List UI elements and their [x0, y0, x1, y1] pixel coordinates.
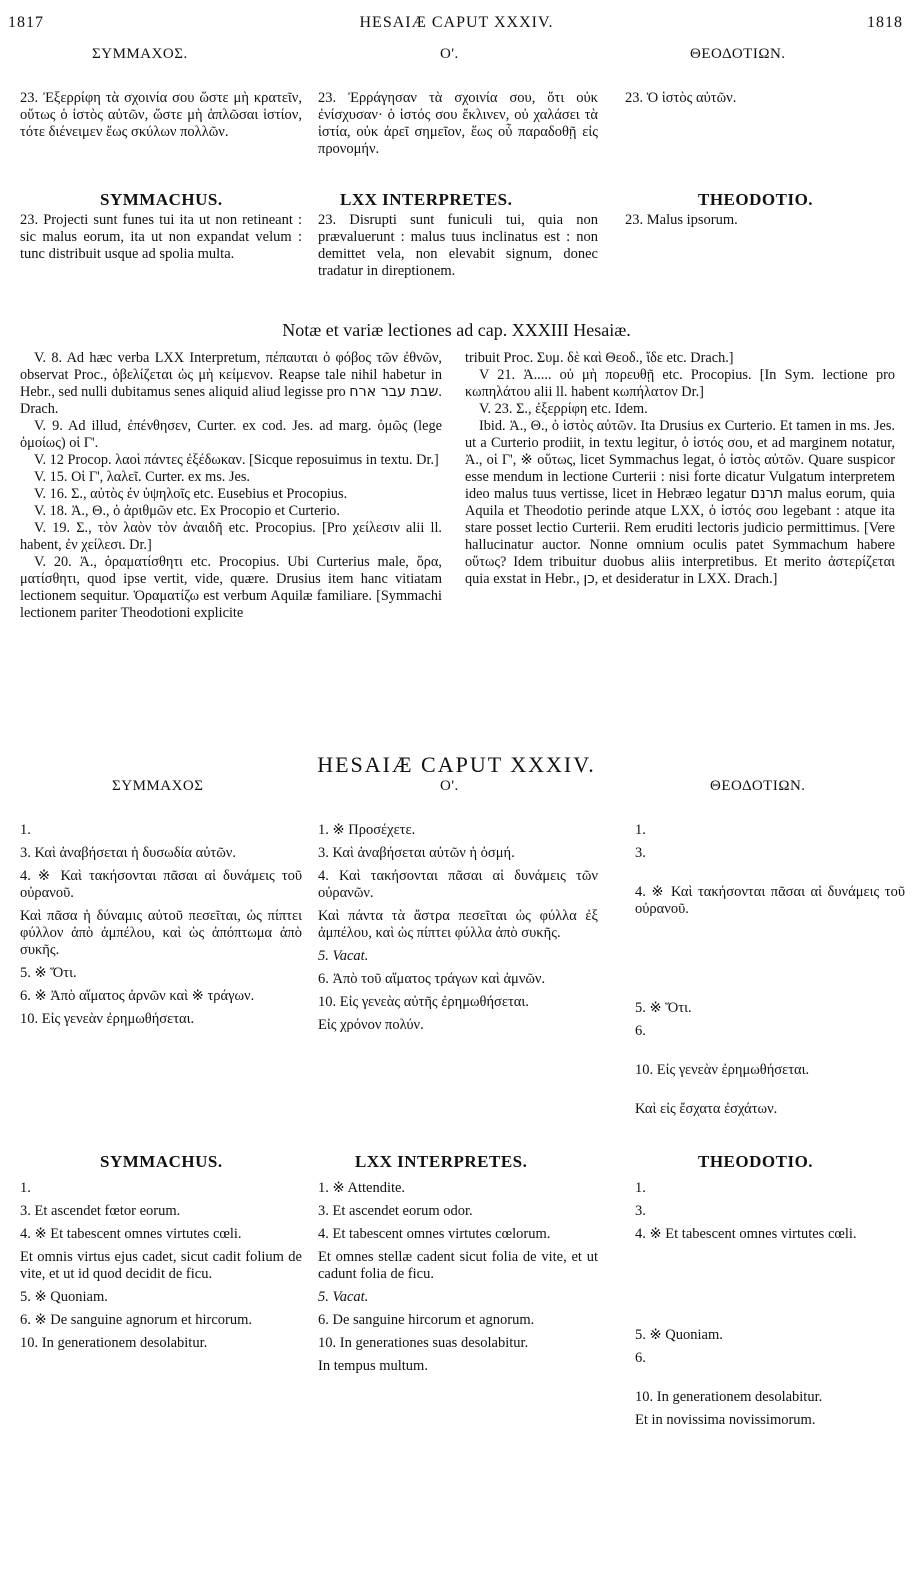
note-v15: V. 15. Οἱ Γ', λαλεῖ. Curter. ex ms. Jes.: [34, 469, 250, 485]
page-number-right: 1818: [867, 14, 903, 31]
verse: Καὶ εἰς ἔσχατα ἐσχάτων.: [635, 1101, 778, 1117]
verse: 5. ※ Ὅτι.: [635, 1000, 692, 1016]
verse: Καὶ πάντα τὰ ἄστρα πεσεῖται ὡς φύλλα ἐξ ἀμπέλου, καὶ ὡς πίπτει φύλλα ἀπὸ συκῆς.: [318, 908, 598, 941]
note-v18: V. 18. Ἀ., Θ., ὁ ἀριθμῶν etc. Ex Procopio et Curterio.: [34, 503, 340, 519]
greek-lxx-column: [318, 822, 598, 1040]
verse: 3. Καὶ ἀναβήσεται ἡ δυσωδία αὐτῶν.: [20, 845, 236, 861]
verse: Et omnis virtus ejus cadet, sicut cadit folium de vite, et ut id quod decidit de ficu.: [20, 1249, 302, 1282]
latin-lxx-column: [318, 1180, 598, 1381]
verse: 5. ※ Ὅτι.: [20, 965, 77, 981]
lat-head-lxx-2: LXX INTERPRETES.: [355, 1152, 528, 1171]
latin-theodotion-v23: 23. Malus ipsorum.: [625, 212, 738, 228]
verse: 3.: [635, 1203, 646, 1219]
note-v19: V. 19. Σ., τὸν λαὸν τὸν ἀναιδῆ etc. Procopius. [Pro χείλεσιν alii ll. habent, ἐν χείλεσι. Dr.]: [20, 520, 442, 553]
latin-symmachus-v23: 23. Projecti sunt funes tui ita ut non retineant : sic malus eorum, ita ut non expandat velum : tunc distribuit usque ad spolia multa.: [20, 212, 302, 262]
verse: 4. Et tabescent omnes virtutes cœlorum.: [318, 1226, 551, 1242]
note-v23: V. 23. Σ., ἐξερρίφη etc. Idem.: [479, 401, 648, 417]
verse: 6. ※ De sanguine agnorum et hircorum.: [20, 1312, 253, 1328]
notes-left-column: [20, 350, 442, 622]
verse: 5. Vacat.: [318, 948, 369, 964]
hebrew-text: תרנם: [750, 486, 784, 502]
lat-head-symmachus-2: SYMMACHUS.: [100, 1152, 223, 1171]
verse: 4. Καὶ τακήσονται πᾶσαι αἱ δυνάμεις τῶν οὐρανῶν.: [318, 868, 598, 901]
verse: 3. Et ascendet fœtor eorum.: [20, 1203, 181, 1219]
verse: 1.: [20, 1180, 31, 1196]
note-v21: V 21. Ἀ..... οὐ μὴ πορευθῇ etc. Procopius. [In Sym. lectione pro κωπηλάτου alii ll. habent κωπήλατον Dr.]: [465, 367, 895, 400]
verse: 5. Vacat.: [318, 1289, 369, 1305]
col-head-theodotion-greek: ΘΕΟΔΟΤΙΩΝ.: [690, 46, 786, 62]
col-head-lxx-greek-2: O'.: [440, 778, 459, 794]
note-v23-ibid: Ibid. Ἀ., Θ., ὁ ἱστὸς αὐτῶν. Ita Drusius ex Curterio. Et tamen in ms. Jes. ut a Curterio prodiit, in textu legitur, ὁ ἱστός σου, et ad marginem notatur, Ἀ., οἱ Γ', ※ οὕτως, licet Symmachus legat, ὁ ἱστὸς αὐτῶν. Quare suspicor esse mendum in lectione Curterii : nisi forte dicatur Vulgatum interpretem ideo malus tuus vertisse, licet in Hebræo legatur תרנם malus eorum, quia Aquila et Theodotio perinde atque LXX, ὁ ἱστός σου legebant : atque ita stare posset lectio Curterii. Rem eruditi lectoris judicio permittimus. [Vere hallucinatur auctor. Nonne omnium oculis patet Symmachum habere οὕτως? Idem tribuitur duobus aliis interpretibus. Et merito ἀστερίζεται quia exstat in Hebr., כן, et desideratur in LXX. Drach.]: [465, 418, 895, 587]
verse: 10. Εἰς γενεὰς αὐτῆς ἐρημωθήσεται.: [318, 994, 529, 1010]
verse: Et in novissima novissimorum.: [635, 1412, 816, 1428]
running-title: HESAIÆ CAPUT XXXIV.: [359, 14, 554, 31]
verse: Et omnes stellæ cadent sicut folia de vite, et ut cadunt folia de ficu.: [318, 1249, 598, 1282]
verse: 6.: [635, 1350, 646, 1366]
verse: 6. ※ Ἀπὸ αἵματος ἀρνῶν καὶ ※ τράγων.: [20, 988, 255, 1004]
note-v20: V. 20. Ἀ., ὁραματίσθητι etc. Procopius. Ubi Curterius male, ὅρα, ματίσθητι, quod ipse vertit, vide, quære. Drusius item hanc vitiatam lectionem sequitur. Ὁραματίζω est verbum Aquilæ familiare. [Symmachi lectionem pariter Theodotioni explicite: [20, 554, 442, 621]
notes-right-column: [465, 350, 895, 588]
hebrew-text: כן: [583, 571, 595, 587]
note-v16: V. 16. Σ., αὐτὸς ἐν ὑψηλοῖς etc. Eusebius et Procopius.: [34, 486, 348, 502]
latin-theodotion-column: [635, 1180, 905, 1435]
verse: 4. ※ Et tabescent omnes virtutes cœli.: [635, 1226, 857, 1242]
lat-head-symmachus: SYMMACHUS.: [100, 190, 223, 209]
col-head-theodotion-greek-2: ΘΕΟΔΟΤΙΩΝ.: [710, 778, 806, 794]
verse: 1. ※ Προσέχετε.: [318, 822, 416, 838]
verse: 6.: [635, 1023, 646, 1039]
page-number-left: 1817: [8, 14, 44, 31]
greek-symmachus-v23: 23. Ἐξερρίφη τὰ σχοινία σου ὥστε μὴ κρατεῖν, οὕτως ὁ ἱστὸς αὐτῶν, ὥστε μὴ ἁπλῶσαι ἱστίον, τότε διένειμεν ἕως σκύλων πολλῶν.: [20, 90, 302, 140]
verse: 1.: [635, 1180, 646, 1196]
verse: 3. Et ascendet eorum odor.: [318, 1203, 473, 1219]
latin-symmachus-column: [20, 1180, 302, 1358]
lat-head-theodotion-2: THEODOTIO.: [698, 1152, 814, 1171]
lat-head-lxx: LXX INTERPRETES.: [340, 190, 513, 209]
note-v12: V. 12 Procop. λαοὶ πάντες ἐξέδωκαν. [Sicque reposuimus in textu. Dr.]: [34, 452, 439, 468]
verse: 1.: [20, 822, 31, 838]
verse: 4. ※ Et tabescent omnes virtutes cœli.: [20, 1226, 242, 1242]
verse: 6. De sanguine hircorum et agnorum.: [318, 1312, 535, 1328]
verse: 5. ※ Quoniam.: [635, 1327, 723, 1343]
verse: 10. In generationem desolabitur.: [20, 1335, 208, 1351]
verse: Καὶ πᾶσα ἡ δύναμις αὐτοῦ πεσεῖται, ὡς πίπτει φύλλον ἀπὸ ἀμπέλου, καὶ ὡς ἀπόπτωμα ἀπὸ συκῆς.: [20, 908, 302, 958]
col-head-symmachus-greek-2: ΣΥΜΜΑΧΟΣ: [112, 778, 204, 794]
greek-theodotion-column: [635, 822, 905, 1124]
lat-head-theodotion: THEODOTIO.: [698, 190, 814, 209]
greek-lxx-v23: 23. Ἐρράγησαν τὰ σχοινία σου, ὅτι οὐκ ἐνίσχυσαν· ὁ ἱστός σου ἔκλινεν, οὐ χαλάσει τὰ ἱστία, οὐκ ἀρεῖ σημεῖον, ἕως οὗ παραδοθῇ εἰς προνομήν.: [318, 90, 598, 157]
note-v20-cont: tribuit Proc. Συμ. δὲ καὶ Θεοδ., ἴδε etc. Drach.]: [465, 350, 734, 366]
verse: In tempus multum.: [318, 1358, 428, 1374]
verse: 10. Εἰς γενεὰν ἐρημωθήσεται.: [635, 1062, 810, 1078]
notes-title: Notæ et variæ lectiones ad cap. XXXIII Hesaiæ.: [282, 320, 631, 340]
verse: 4. ※ Καὶ τακήσονται πᾶσαι αἱ δυνάμεις τοῦ οὐρανοῦ.: [635, 884, 905, 917]
col-head-symmachus-greek: ΣΥΜΜΑΧΟΣ.: [92, 46, 188, 62]
verse: Εἰς χρόνον πολύν.: [318, 1017, 424, 1033]
verse: 3.: [635, 845, 646, 861]
verse: 10. Εἰς γενεὰν ἐρημωθήσεται.: [20, 1011, 195, 1027]
latin-lxx-v23: 23. Disrupti sunt funiculi tui, quia non prævaluerunt : malus tuus inclinatus est : non demittet vela, non elevabit signum, donec tradatur in direptionem.: [318, 212, 598, 279]
note-v9: V. 9. Ad illud, ἐπένθησεν, Curter. ex cod. Jes. ad marg. ὁμῶς (lege ὁμοίως) οἱ Γ'.: [20, 418, 442, 451]
verse: 1.: [635, 822, 646, 838]
verse: 5. ※ Quoniam.: [20, 1289, 108, 1305]
verse: 3. Καὶ ἀναβήσεται αὐτῶν ἡ ὀσμή.: [318, 845, 515, 861]
verse: 10. In generationem desolabitur.: [635, 1389, 823, 1405]
col-head-lxx-greek: O'.: [440, 46, 459, 62]
note-v8: V. 8. Ad hæc verba LXX Interpretum, πέπαυται ὁ φόβος τῶν ἐθνῶν, observat Proc., ὀβελίζεται ὡς μὴ κείμενον. Reapse tale nihil habetur in Hebr., sed nulli dubitamus senes aliquid aliud legisse pro שבת עבר ארח. Drach.: [20, 350, 442, 417]
verse: 6. Ἀπὸ τοῦ αἵματος τράγων καὶ ἀμνῶν.: [318, 971, 546, 987]
verse: 4. ※ Καὶ τακήσονται πᾶσαι αἱ δυνάμεις τοῦ οὐρανοῦ.: [20, 868, 302, 901]
greek-theodotion-v23: 23. Ὁ ἱστὸς αὐτῶν.: [625, 90, 737, 106]
verse: 10. In generationes suas desolabitur.: [318, 1335, 529, 1351]
verse: 1. ※ Attendite.: [318, 1180, 406, 1196]
greek-symmachus-column: [20, 822, 302, 1034]
chapter-title: HESAIÆ CAPUT XXXIV.: [317, 752, 596, 777]
hebrew-text: שבת עבר ארח: [349, 384, 439, 400]
